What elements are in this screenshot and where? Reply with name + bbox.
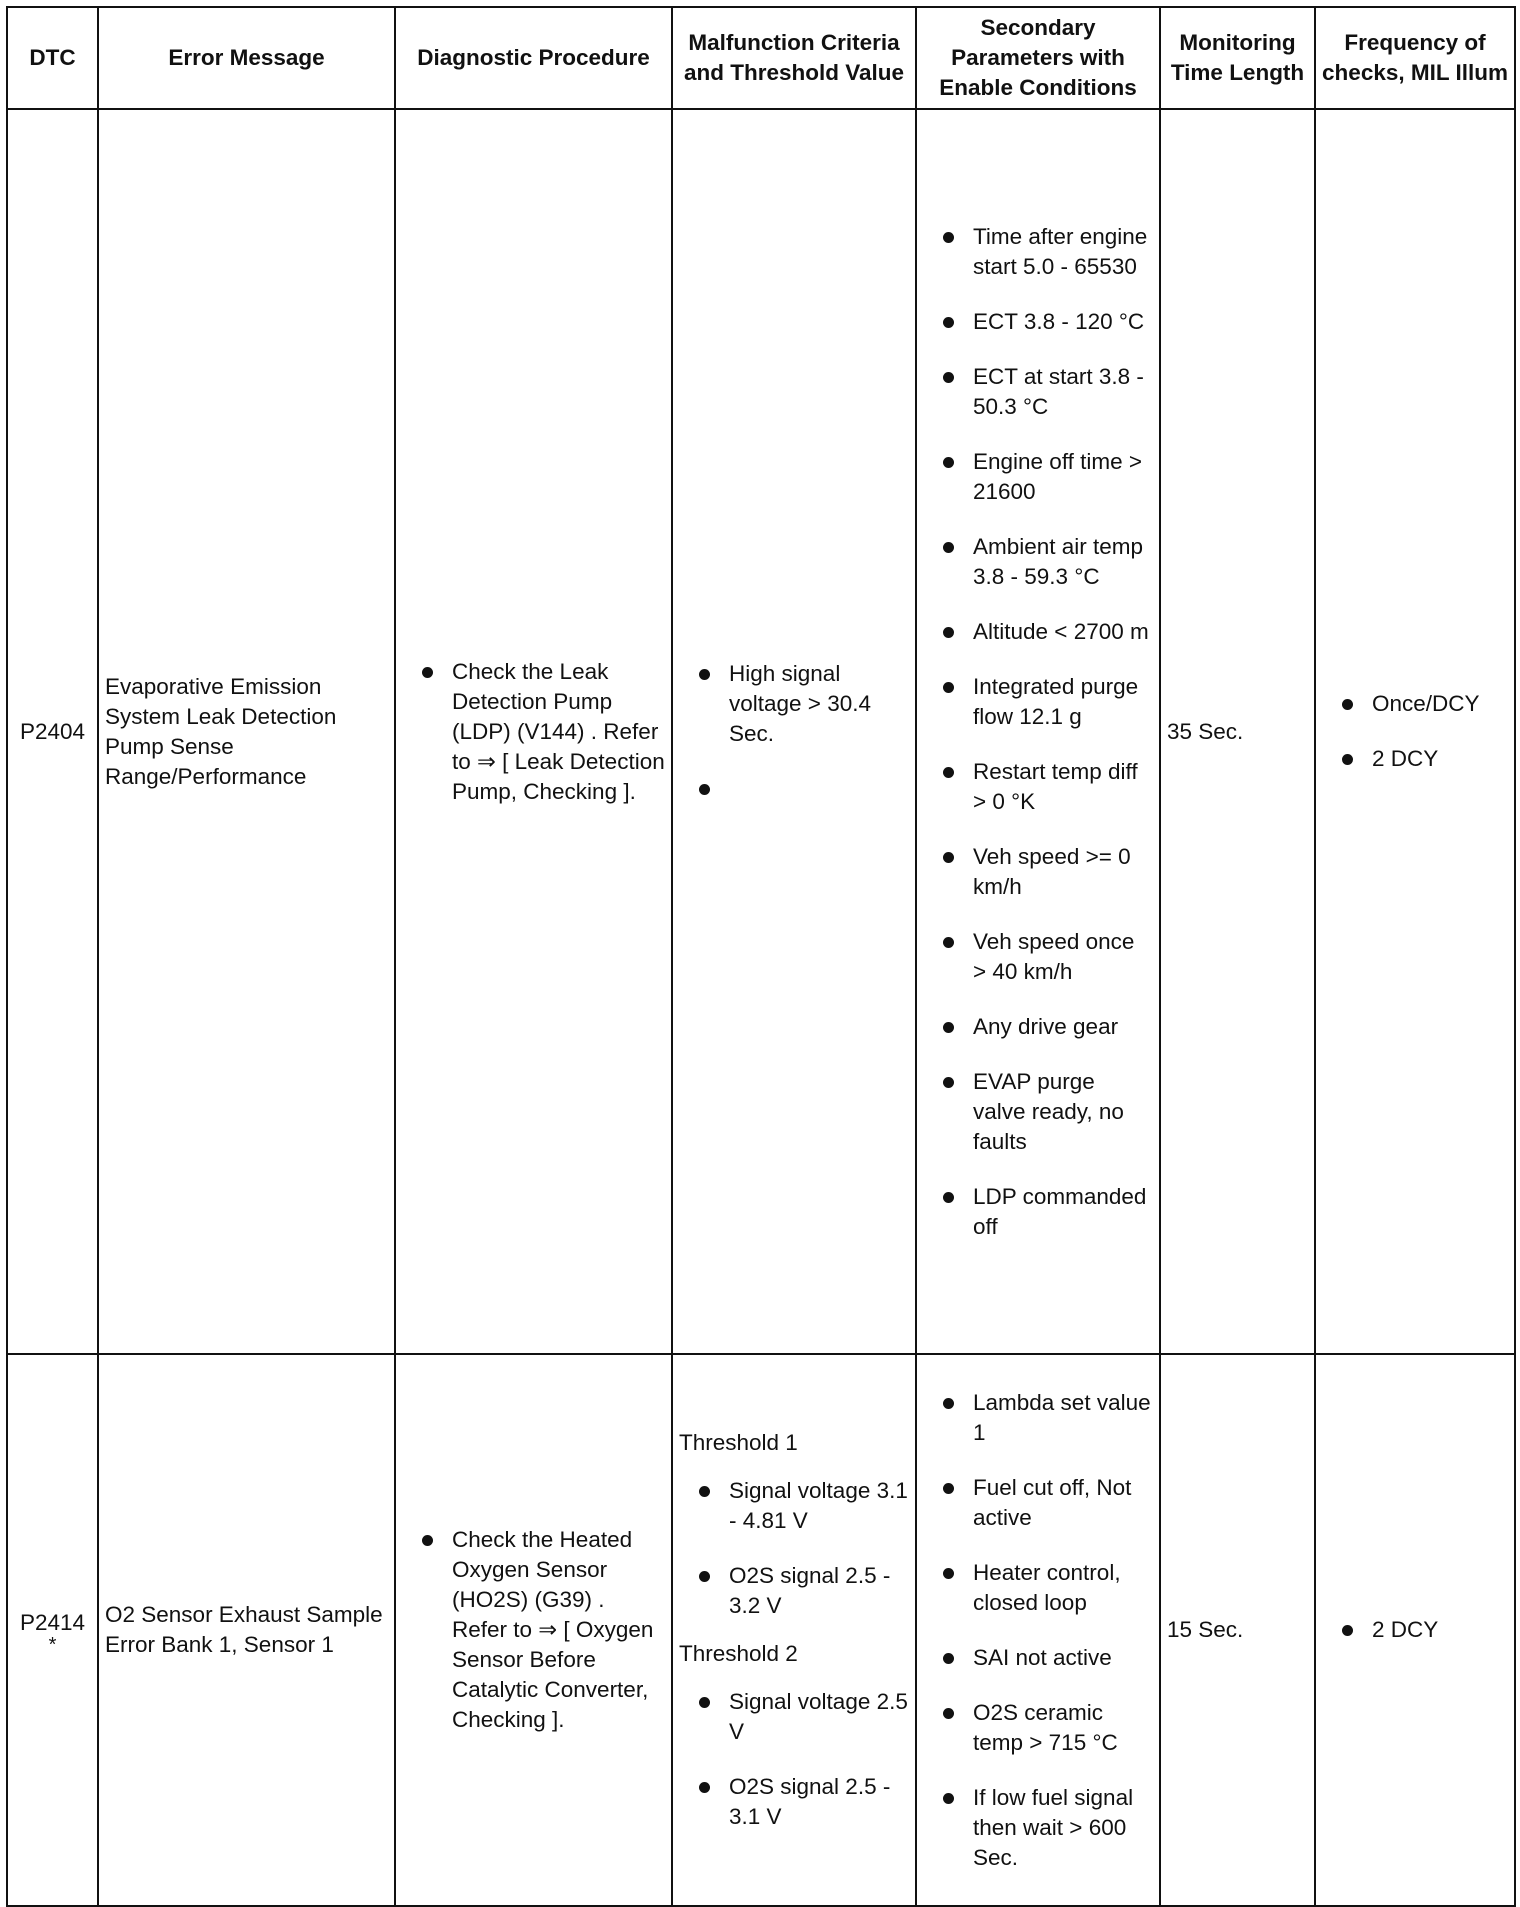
secondary-parameters-list	[923, 222, 1153, 1242]
frequency-list	[1322, 1615, 1508, 1645]
frequency-cell	[1315, 109, 1515, 1354]
list-item: If low fuel signal then wait > 600 Sec.	[923, 1783, 1153, 1873]
criteria-cell	[672, 1354, 916, 1906]
list-item: Restart temp diff > 0 °K	[923, 757, 1153, 817]
list-item: O2S signal 2.5 - 3.1 V	[679, 1772, 909, 1832]
header-diagnostic-procedure: Diagnostic Procedure	[395, 7, 672, 109]
procedure-list	[402, 657, 665, 807]
threshold-2-label: Threshold 2	[679, 1641, 798, 1666]
list-item: Fuel cut off, Not active	[923, 1473, 1153, 1533]
list-item: SAI not active	[923, 1643, 1153, 1673]
frequency-list	[1322, 689, 1508, 774]
threshold-2-list	[679, 1687, 909, 1832]
list-item: Signal voltage 2.5 V	[679, 1687, 909, 1747]
procedure-cell	[395, 1354, 672, 1906]
frequency-item: 2 DCY	[1322, 744, 1508, 774]
criteria-cell	[672, 109, 916, 1354]
header-monitoring-time: Monitoring Time Length	[1160, 7, 1315, 109]
list-item: Lambda set value 1	[923, 1388, 1153, 1448]
dtc-table	[6, 6, 1516, 1907]
secondary-parameters-cell	[916, 109, 1160, 1354]
list-item: Engine off time > 21600	[923, 447, 1153, 507]
list-item: Heater control, closed loop	[923, 1558, 1153, 1618]
procedure-cell	[395, 109, 672, 1354]
procedure-item: Check the Heated Oxygen Sensor (HO2S) (G39) . Refer to ⇒ [ Oxygen Sensor Before Catalytic Converter, Checking ].	[402, 1525, 665, 1735]
list-item: EVAP purge valve ready, no faults	[923, 1067, 1153, 1157]
frequency-item: 2 DCY	[1322, 1615, 1508, 1645]
secondary-parameters-cell	[916, 1354, 1160, 1906]
monitoring-time-cell	[1160, 109, 1315, 1354]
list-item: O2S signal 2.5 - 3.2 V	[679, 1561, 909, 1621]
list-item: O2S ceramic temp > 715 °C	[923, 1698, 1153, 1758]
error-message-cell	[98, 1354, 395, 1906]
error-message: Evaporative Emission System Leak Detection Pump Sense Range/Performance	[105, 673, 337, 789]
monitoring-time: 15 Sec.	[1167, 1617, 1244, 1642]
dtc-code-cell	[7, 1354, 98, 1906]
list-item: ECT 3.8 - 120 °C	[923, 307, 1153, 337]
header-dtc: DTC	[7, 7, 98, 109]
secondary-parameters-list	[923, 1388, 1153, 1873]
list-item: Time after engine start 5.0 - 65530	[923, 222, 1153, 282]
criteria-list	[679, 659, 909, 804]
criteria-item: High signal voltage > 30.4 Sec.	[679, 659, 909, 749]
header-secondary-parameters: Secondary Parameters with Enable Conditions	[916, 7, 1160, 109]
list-item: Veh speed >= 0 km/h	[923, 842, 1153, 902]
list-item: Any drive gear	[923, 1012, 1153, 1042]
header-row	[7, 7, 1515, 109]
dtc-code: P2404	[19, 718, 86, 744]
list-item: Signal voltage 3.1 - 4.81 V	[679, 1476, 909, 1536]
header-frequency: Frequency of checks, MIL Illum	[1315, 7, 1515, 109]
procedure-list	[402, 1525, 665, 1735]
dtc-code-cell	[7, 109, 98, 1354]
frequency-cell	[1315, 1354, 1515, 1906]
monitoring-time: 35 Sec.	[1167, 718, 1244, 744]
threshold-1-label: Threshold 1	[679, 1430, 798, 1455]
header-error-message: Error Message	[98, 7, 395, 109]
list-item: Ambient air temp 3.8 - 59.3 °C	[923, 532, 1153, 592]
criteria-item-empty	[679, 774, 909, 804]
list-item: ECT at start 3.8 - 50.3 °C	[923, 362, 1153, 422]
list-item: Veh speed once > 40 km/h	[923, 927, 1153, 987]
dtc-code: P2414	[19, 1610, 86, 1635]
monitoring-time-cell	[1160, 1354, 1315, 1906]
list-item: Altitude < 2700 m	[923, 617, 1153, 647]
procedure-item: Check the Leak Detection Pump (LDP) (V144) . Refer to ⇒ [ Leak Detection Pump, Checking ].	[402, 657, 665, 807]
list-item: LDP commanded off	[923, 1182, 1153, 1242]
list-item: Integrated purge flow 12.1 g	[923, 672, 1153, 732]
dtc-footnote-mark: *	[48, 1634, 57, 1656]
frequency-item: Once/DCY	[1322, 689, 1508, 719]
header-malfunction-criteria: Malfunction Criteria and Threshold Value	[672, 7, 916, 109]
error-message: O2 Sensor Exhaust Sample Error Bank 1, Sensor 1	[105, 1602, 383, 1657]
error-message-cell	[98, 109, 395, 1354]
threshold-1-list	[679, 1476, 909, 1621]
table-row	[7, 1354, 1515, 1906]
table-row	[7, 109, 1515, 1354]
